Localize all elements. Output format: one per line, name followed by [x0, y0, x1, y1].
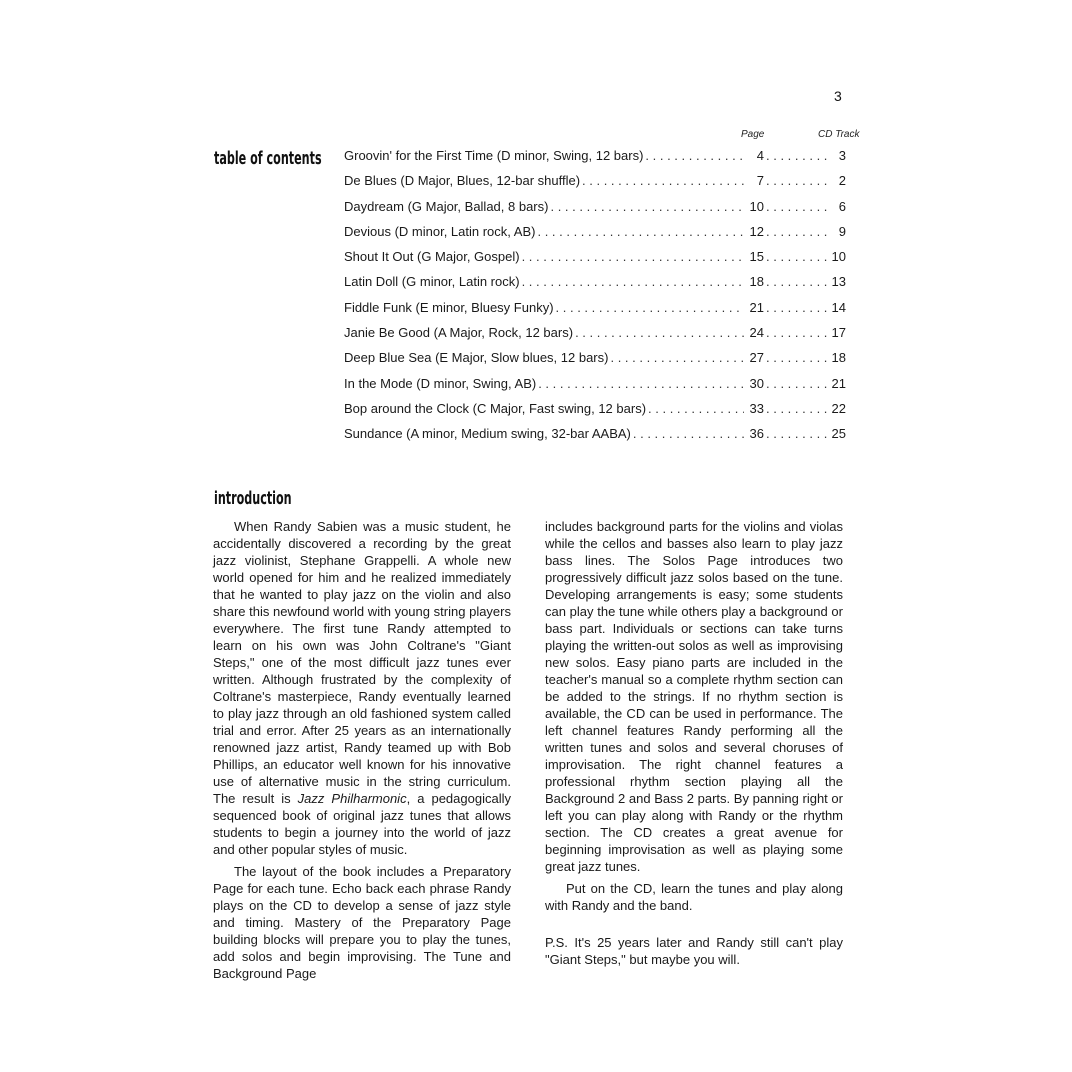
toc-leader-dots — [646, 399, 744, 419]
toc-entry — [344, 323, 846, 348]
toc-entry-page: 18 — [749, 274, 764, 290]
toc-entry-title: Janie Be Good (A Major, Rock, 12 bars) — [344, 325, 574, 341]
toc-leader-dots — [764, 374, 828, 394]
toc-entry — [344, 197, 846, 222]
intro-paragraph-3: includes background parts for the violins and violas while the cellos and basses also learn to play jazz bass lines. The Solos Page introduces two progressively difficult jazz solos based on the tune. Developing arrangements is easy; some students can play the tune while others play a background or bass part. Individuals or sections can take turns playing the written-out solos as well as improvising new solos. Easy piano parts are included in the teacher's manual so a complete rhythm section can be added to the strings. If no rhythm section is available, the CD can be used in performance. The left channel features Randy performing all the written tunes and solos and several choruses of improvisation. The right channel features a professional rhythm section playing all the Background 2 and Bass 2 parts. By panning right or left you can play along with Randy or the rhythm section. The CD creates a great avenue for beginning improvisation as well as playing some great jazz tunes. — [545, 519, 843, 874]
toc-entry-track: 13 — [831, 274, 846, 290]
toc-leader-dots — [764, 247, 828, 267]
toc-entry — [344, 272, 846, 297]
toc-entry-track: 18 — [831, 350, 846, 366]
toc-entry-track: 21 — [831, 375, 846, 391]
toc-entry-page: 15 — [749, 249, 764, 265]
toc-leader-dots — [536, 374, 744, 394]
toc-leader-dots — [764, 171, 828, 191]
toc-entry-page: 7 — [756, 173, 764, 189]
toc-entry — [344, 222, 846, 247]
toc-leader-dots — [520, 247, 744, 267]
toc-entry-title: Latin Doll (G minor, Latin rock) — [344, 274, 520, 290]
toc-leader-dots — [573, 323, 744, 343]
toc-entry — [344, 424, 846, 449]
toc-entry-page: 21 — [749, 299, 764, 315]
toc-entry — [344, 247, 846, 272]
toc-track-header: CD Track — [818, 129, 860, 140]
intro-paragraph-1: When Randy Sabien was a music student, he accidentally discovered a recording by the great jazz violinist, Stephane Grappelli. A whole new world opened for him and he realized immediately that he wanted to play jazz on the violin and also share this newfound world with young string players everywhere. The first tune Randy attempted to learn on his own was John Coltrane's "Giant Steps," one of the most difficult jazz tunes ever written. Although frustrated by the complexity of Coltrane's masterpiece, Randy eventually learned to play jazz through an old fashioned system called trial and error. After 25 years as an internationally renowned jazz artist, Randy teamed up with Bob Phillips, an educator well known for his innovative use of alternative music in the string curriculum. The result is Jazz Philharmonic, a pedagogically sequenced book of original jazz tunes that allows students to begin a journey into the world of jazz and other popular styles of music. — [213, 519, 511, 857]
toc-entry-title: Sundance (A minor, Medium swing, 32-bar AABA) — [344, 426, 631, 442]
toc-leader-dots — [764, 298, 828, 318]
toc-leader-dots — [764, 146, 828, 166]
toc-entry-page: 36 — [749, 426, 764, 442]
toc-entry — [344, 399, 846, 424]
toc-leader-dots — [764, 222, 828, 242]
toc-leader-dots — [535, 222, 744, 242]
toc-leader-dots — [554, 298, 744, 318]
toc-leader-dots — [631, 424, 744, 444]
introduction-heading: introduction — [214, 488, 292, 509]
intro-postscript: P.S. It's 25 years later and Randy still can't play "Giant Steps," but maybe you will. — [545, 935, 843, 967]
toc-entry-page: 27 — [749, 350, 764, 366]
toc-entry-track: 22 — [831, 400, 846, 416]
toc-leader-dots — [548, 197, 744, 217]
toc-entry-title: Bop around the Clock (C Major, Fast swing, 12 bars) — [344, 400, 647, 416]
toc-entry-track: 6 — [838, 198, 846, 214]
toc-leader-dots — [520, 272, 744, 292]
toc-entry-title: Shout It Out (G Major, Gospel) — [344, 249, 520, 265]
toc-entry-page: 24 — [749, 325, 764, 341]
toc-entry-track: 3 — [838, 148, 846, 163]
toc-entry-page: 33 — [749, 400, 764, 416]
toc-leader-dots — [764, 399, 828, 419]
toc-leader-dots — [764, 348, 828, 368]
toc-leader-dots — [643, 146, 744, 166]
book-title: Jazz Philharmonic — [297, 791, 407, 806]
toc-leader-dots — [764, 272, 828, 292]
toc-entry-title: Groovin' for the First Time (D minor, Swing, 12 bars) — [344, 148, 644, 163]
toc-entry-page: 10 — [749, 198, 764, 214]
toc-entry-title: De Blues (D Major, Blues, 12-bar shuffle) — [344, 173, 581, 189]
toc-entry-title: Daydream (G Major, Ballad, 8 bars) — [344, 198, 549, 214]
toc-entry — [344, 348, 846, 373]
toc-leader-dots — [608, 348, 744, 368]
toc-entry-track: 10 — [831, 249, 846, 265]
intro-column-right — [545, 518, 843, 973]
toc-page-header: Page — [741, 129, 765, 140]
intro-column-left — [213, 518, 511, 987]
toc-leader-dots — [764, 424, 828, 444]
toc-leader-dots — [764, 197, 828, 217]
toc-list — [344, 146, 846, 450]
toc-leader-dots — [580, 171, 744, 191]
toc-entry-title: Fiddle Funk (E minor, Bluesy Funky) — [344, 299, 554, 315]
toc-entry-page: 4 — [756, 148, 764, 163]
toc-entry — [344, 298, 846, 323]
toc-entry-title: In the Mode (D minor, Swing, AB) — [344, 375, 537, 391]
toc-leader-dots — [764, 323, 828, 343]
toc-entry — [344, 374, 846, 399]
page-number: 3 — [834, 88, 842, 104]
toc-entry-track: 14 — [831, 299, 846, 315]
toc-entry-track: 2 — [838, 173, 846, 189]
toc-entry-title: Devious (D minor, Latin rock, AB) — [344, 223, 536, 239]
toc-entry-track: 17 — [831, 325, 846, 341]
toc-entry-title: Deep Blue Sea (E Major, Slow blues, 12 bars) — [344, 350, 609, 366]
toc-entry-track: 9 — [838, 223, 846, 239]
toc-entry — [344, 171, 846, 196]
toc-entry-page: 12 — [749, 223, 764, 239]
intro-paragraph-2: The layout of the book includes a Preparatory Page for each tune. Echo back each phrase Randy plays on the CD to develop a sense of jazz style and timing. Mastery of the Preparatory Page building blocks will prepare you to play the tunes, add solos and begin improvising. The Tune and Background Page — [213, 864, 511, 981]
toc-heading: table of contents — [214, 148, 322, 169]
intro-paragraph-4: Put on the CD, learn the tunes and play along with Randy and the band. — [545, 881, 843, 913]
toc-entry-page: 30 — [749, 375, 764, 391]
toc-entry-track: 25 — [831, 426, 846, 442]
toc-entry — [344, 146, 846, 171]
